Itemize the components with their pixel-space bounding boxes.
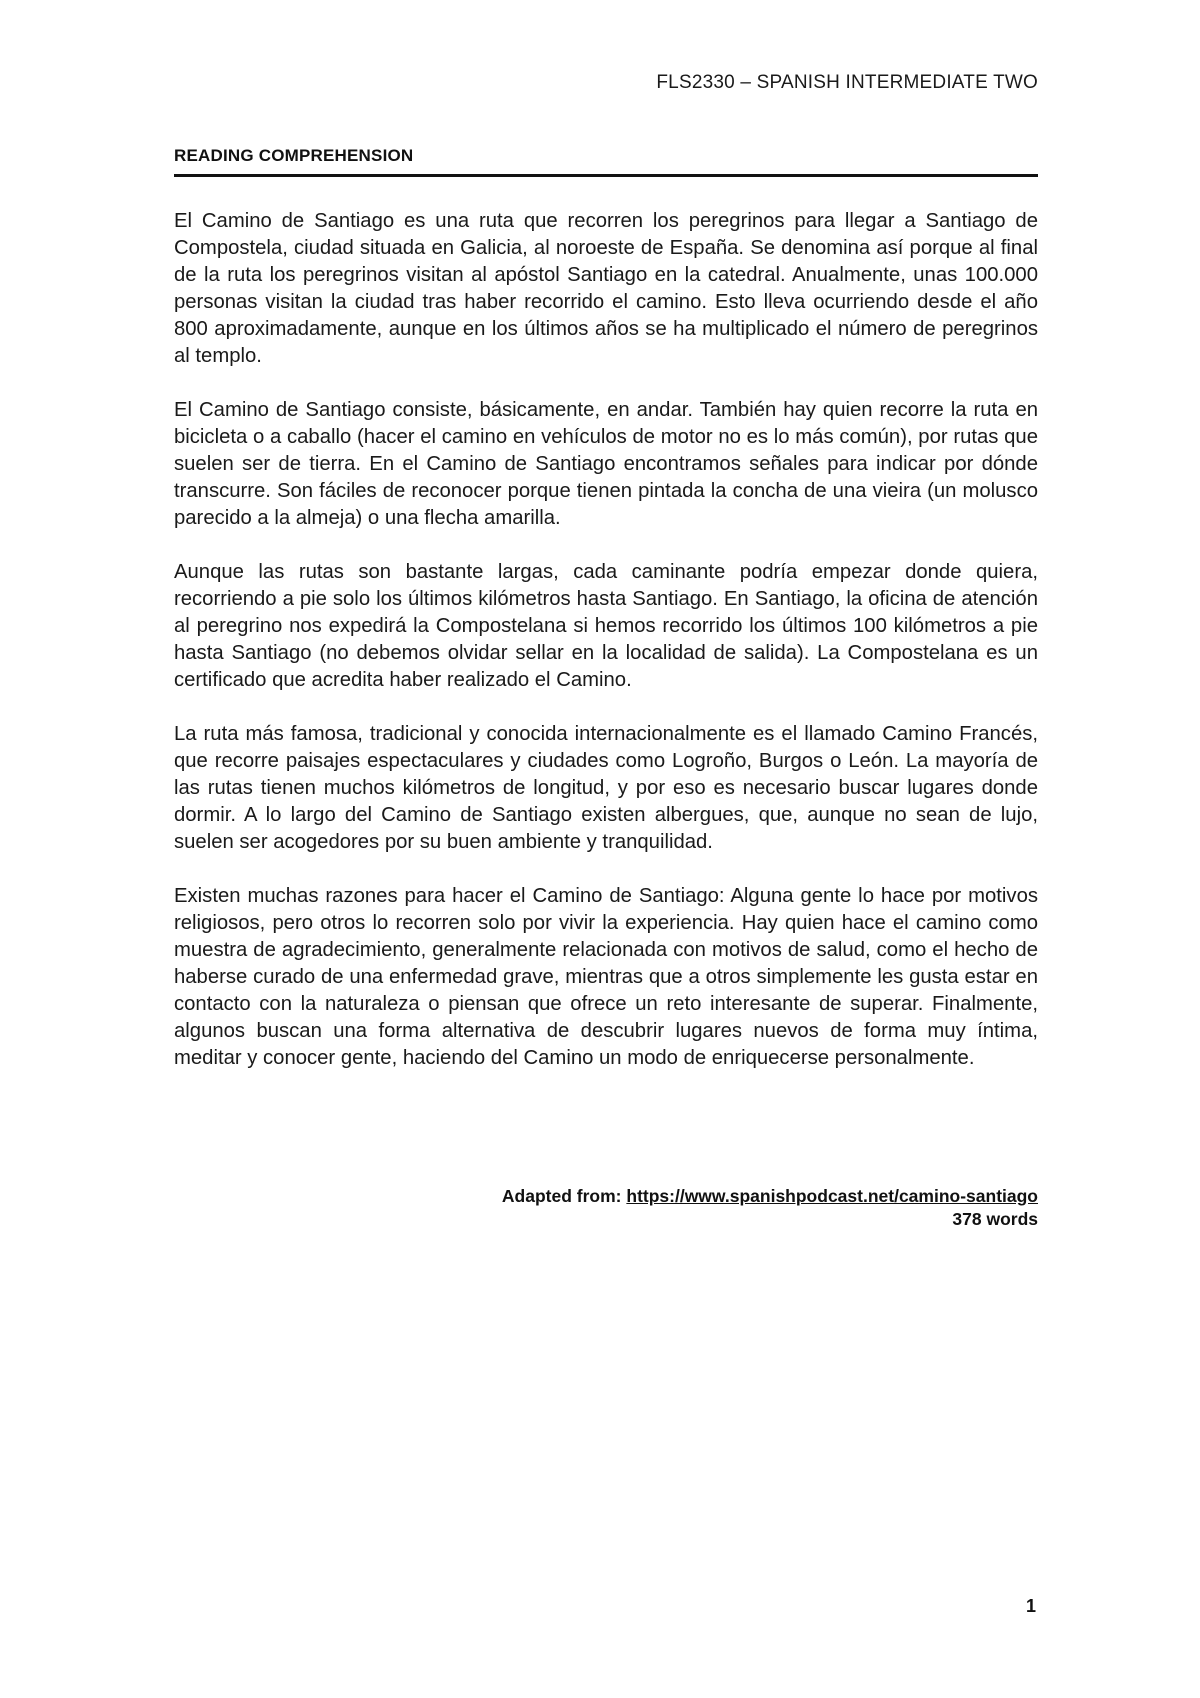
source-link[interactable]: https://www.spanishpodcast.net/camino-santiago <box>626 1186 1038 1206</box>
page-number: 1 <box>1025 1596 1036 1616</box>
paragraph-2: El Camino de Santiago consiste, básicamente, en andar. También hay quien recorre la ruta en bicicleta o a caballo (hacer el camino en vehículos de motor no es lo más común), por rutas que suelen ser de tierra. En el Camino de Santiago encontramos señales para indicar por dónde transcurre. Son fáciles de reconocer porque tienen pintada la concha de una vieira (un molusco parecido a la almeja) o una flecha amarilla. <box>174 399 1038 529</box>
section-title: READING COMPREHENSION <box>174 146 414 165</box>
reading-passage <box>174 208 1038 1072</box>
source-line <box>174 1185 1038 1208</box>
paragraph-5: Existen muchas razones para hacer el Camino de Santiago: Alguna gente lo hace por motivos religiosos, pero otros lo recorren solo por vivir la experiencia. Hay quien hace el camino como muestra de agradecimiento, generalmente relacionada con motivos de salud, como el hecho de haberse curado de una enfermedad grave, mientras que a otros simplemente les gusta estar en contacto con la naturaleza o piensan que ofrece un reto interesante de superar. Finalmente, algunos buscan una forma alternativa de descubrir lugares nuevos de forma muy íntima, meditar y conocer gente, haciendo del Camino un modo de enriquecerse personalmente. <box>174 885 1038 1069</box>
paragraph-4: La ruta más famosa, tradicional y conocida internacionalmente es el llamado Camino Francés, que recorre paisajes espectaculares y ciudades como Logroño, Burgos o León. La mayoría de las rutas tienen muchos kilómetros de longitud, y por eso es necesario buscar lugares donde dormir. A lo largo del Camino de Santiago existen albergues, que, aunque no sean de lujo, suelen ser acogedores por su buen ambiente y tranquilidad. <box>174 723 1038 853</box>
running-header-course: FLS2330 – SPANISH INTERMEDIATE TWO <box>656 72 1038 93</box>
word-count: 378 words <box>952 1209 1038 1229</box>
source-attribution <box>174 1185 1038 1231</box>
source-label: Adapted from: <box>501 1186 627 1206</box>
title-underline-rule <box>174 174 1038 177</box>
paragraph-3: Aunque las rutas son bastante largas, cada caminante podría empezar donde quiera, recorriendo a pie solo los últimos kilómetros hasta Santiago. En Santiago, la oficina de atención al peregrino nos expedirá la Compostelana si hemos recorrido los últimos 100 kilómetros a pie hasta Santiago (no debemos olvidar sellar en la localidad de salida). La Compostelana es un certificado que acredita haber realizado el Camino. <box>174 561 1038 691</box>
paragraph-1: El Camino de Santiago es una ruta que recorren los peregrinos para llegar a Santiago de Compostela, ciudad situada en Galicia, al noroeste de España. Se denomina así porque al final de la ruta los peregrinos visitan al apóstol Santiago en la catedral. Anualmente, unas 100.000 personas visitan la ciudad tras haber recorrido el camino. Esto lleva ocurriendo desde el año 800 aproximadamente, aunque en los últimos años se ha multiplicado el número de peregrinos al templo. <box>174 210 1038 367</box>
